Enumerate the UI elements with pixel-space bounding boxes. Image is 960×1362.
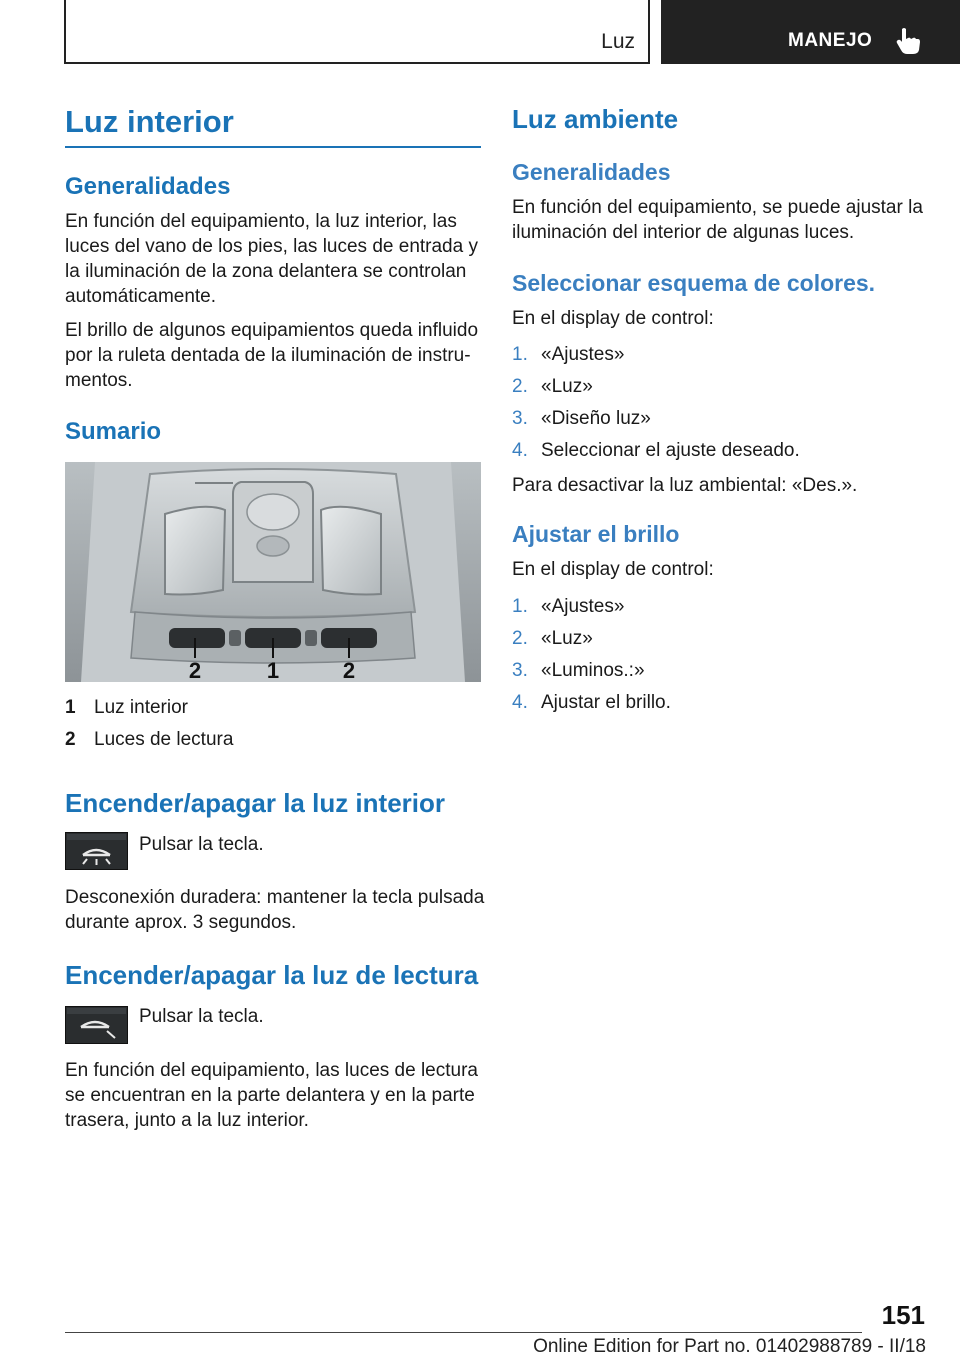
header-section-box: [64, 0, 650, 64]
reading-light-key-icon: [65, 1006, 128, 1044]
hand-pointer-icon: [893, 26, 923, 56]
footer-divider: [65, 1332, 862, 1333]
interior-light-action: Pulsar la tecla.: [139, 834, 264, 855]
brightness-intro: En el display de control:: [512, 559, 714, 580]
left-generalidades-heading: Generalidades: [65, 173, 231, 200]
photo-label-center: 1: [266, 658, 280, 682]
color-scheme-intro: En el display de control:: [512, 308, 714, 329]
reading-light-heading: Encender/apagar la luz de lectura: [65, 960, 479, 990]
interior-light-key-icon: [65, 832, 128, 870]
reading-light-action: Pulsar la tecla.: [139, 1006, 264, 1027]
color-scheme-note: Para desactivar la luz ambiental: «Des.».: [512, 475, 858, 496]
photo-label-right: 2: [342, 658, 356, 682]
header-chapter-label: MANEJO: [788, 30, 873, 51]
page-number: 151: [881, 1300, 925, 1330]
right-generalidades-heading: Generalidades: [512, 159, 671, 185]
interior-light-heading: Encender/apagar la luz interior: [65, 788, 445, 818]
reading-light-note: En función del equipamiento, las luces de lectura se encuentran en la parte delantera y en la parte trasera, junto a la luz interior.: [65, 1060, 478, 1131]
sumario-heading: Sumario: [65, 418, 162, 445]
color-scheme-heading: Seleccionar esquema de colores.: [512, 270, 876, 296]
left-generalidades-paragraph-1: En función del equipamiento, la luz interior, las luces del vano de los pies, las luces de entrada y la iluminación de la zona delantera se controlan automáticamente.: [65, 211, 478, 307]
photo-label-left: 2: [188, 658, 202, 682]
right-generalidades-paragraph: En función del equipamiento, se puede ajustar la iluminación del interior de algunas luces.: [512, 197, 923, 243]
page-title: Luz interior: [65, 104, 234, 139]
overhead-console-photo: [65, 462, 481, 682]
ambient-light-title: Luz ambiente: [512, 104, 679, 134]
footer-edition: Online Edition for Part no. 01402988789 - II/18: [533, 1336, 926, 1357]
header-section-title: Luz: [601, 30, 635, 53]
title-divider: [65, 146, 481, 148]
brightness-heading: Ajustar el brillo: [512, 521, 680, 547]
left-generalidades-paragraph-2: El brillo de algunos equipamientos queda influido por la ruleta dentada de la iluminación de instru- mentos.: [65, 320, 479, 391]
interior-light-note: Desconexión duradera: mantener la tecla pulsada durante aprox. 3 segundos.: [65, 887, 485, 933]
